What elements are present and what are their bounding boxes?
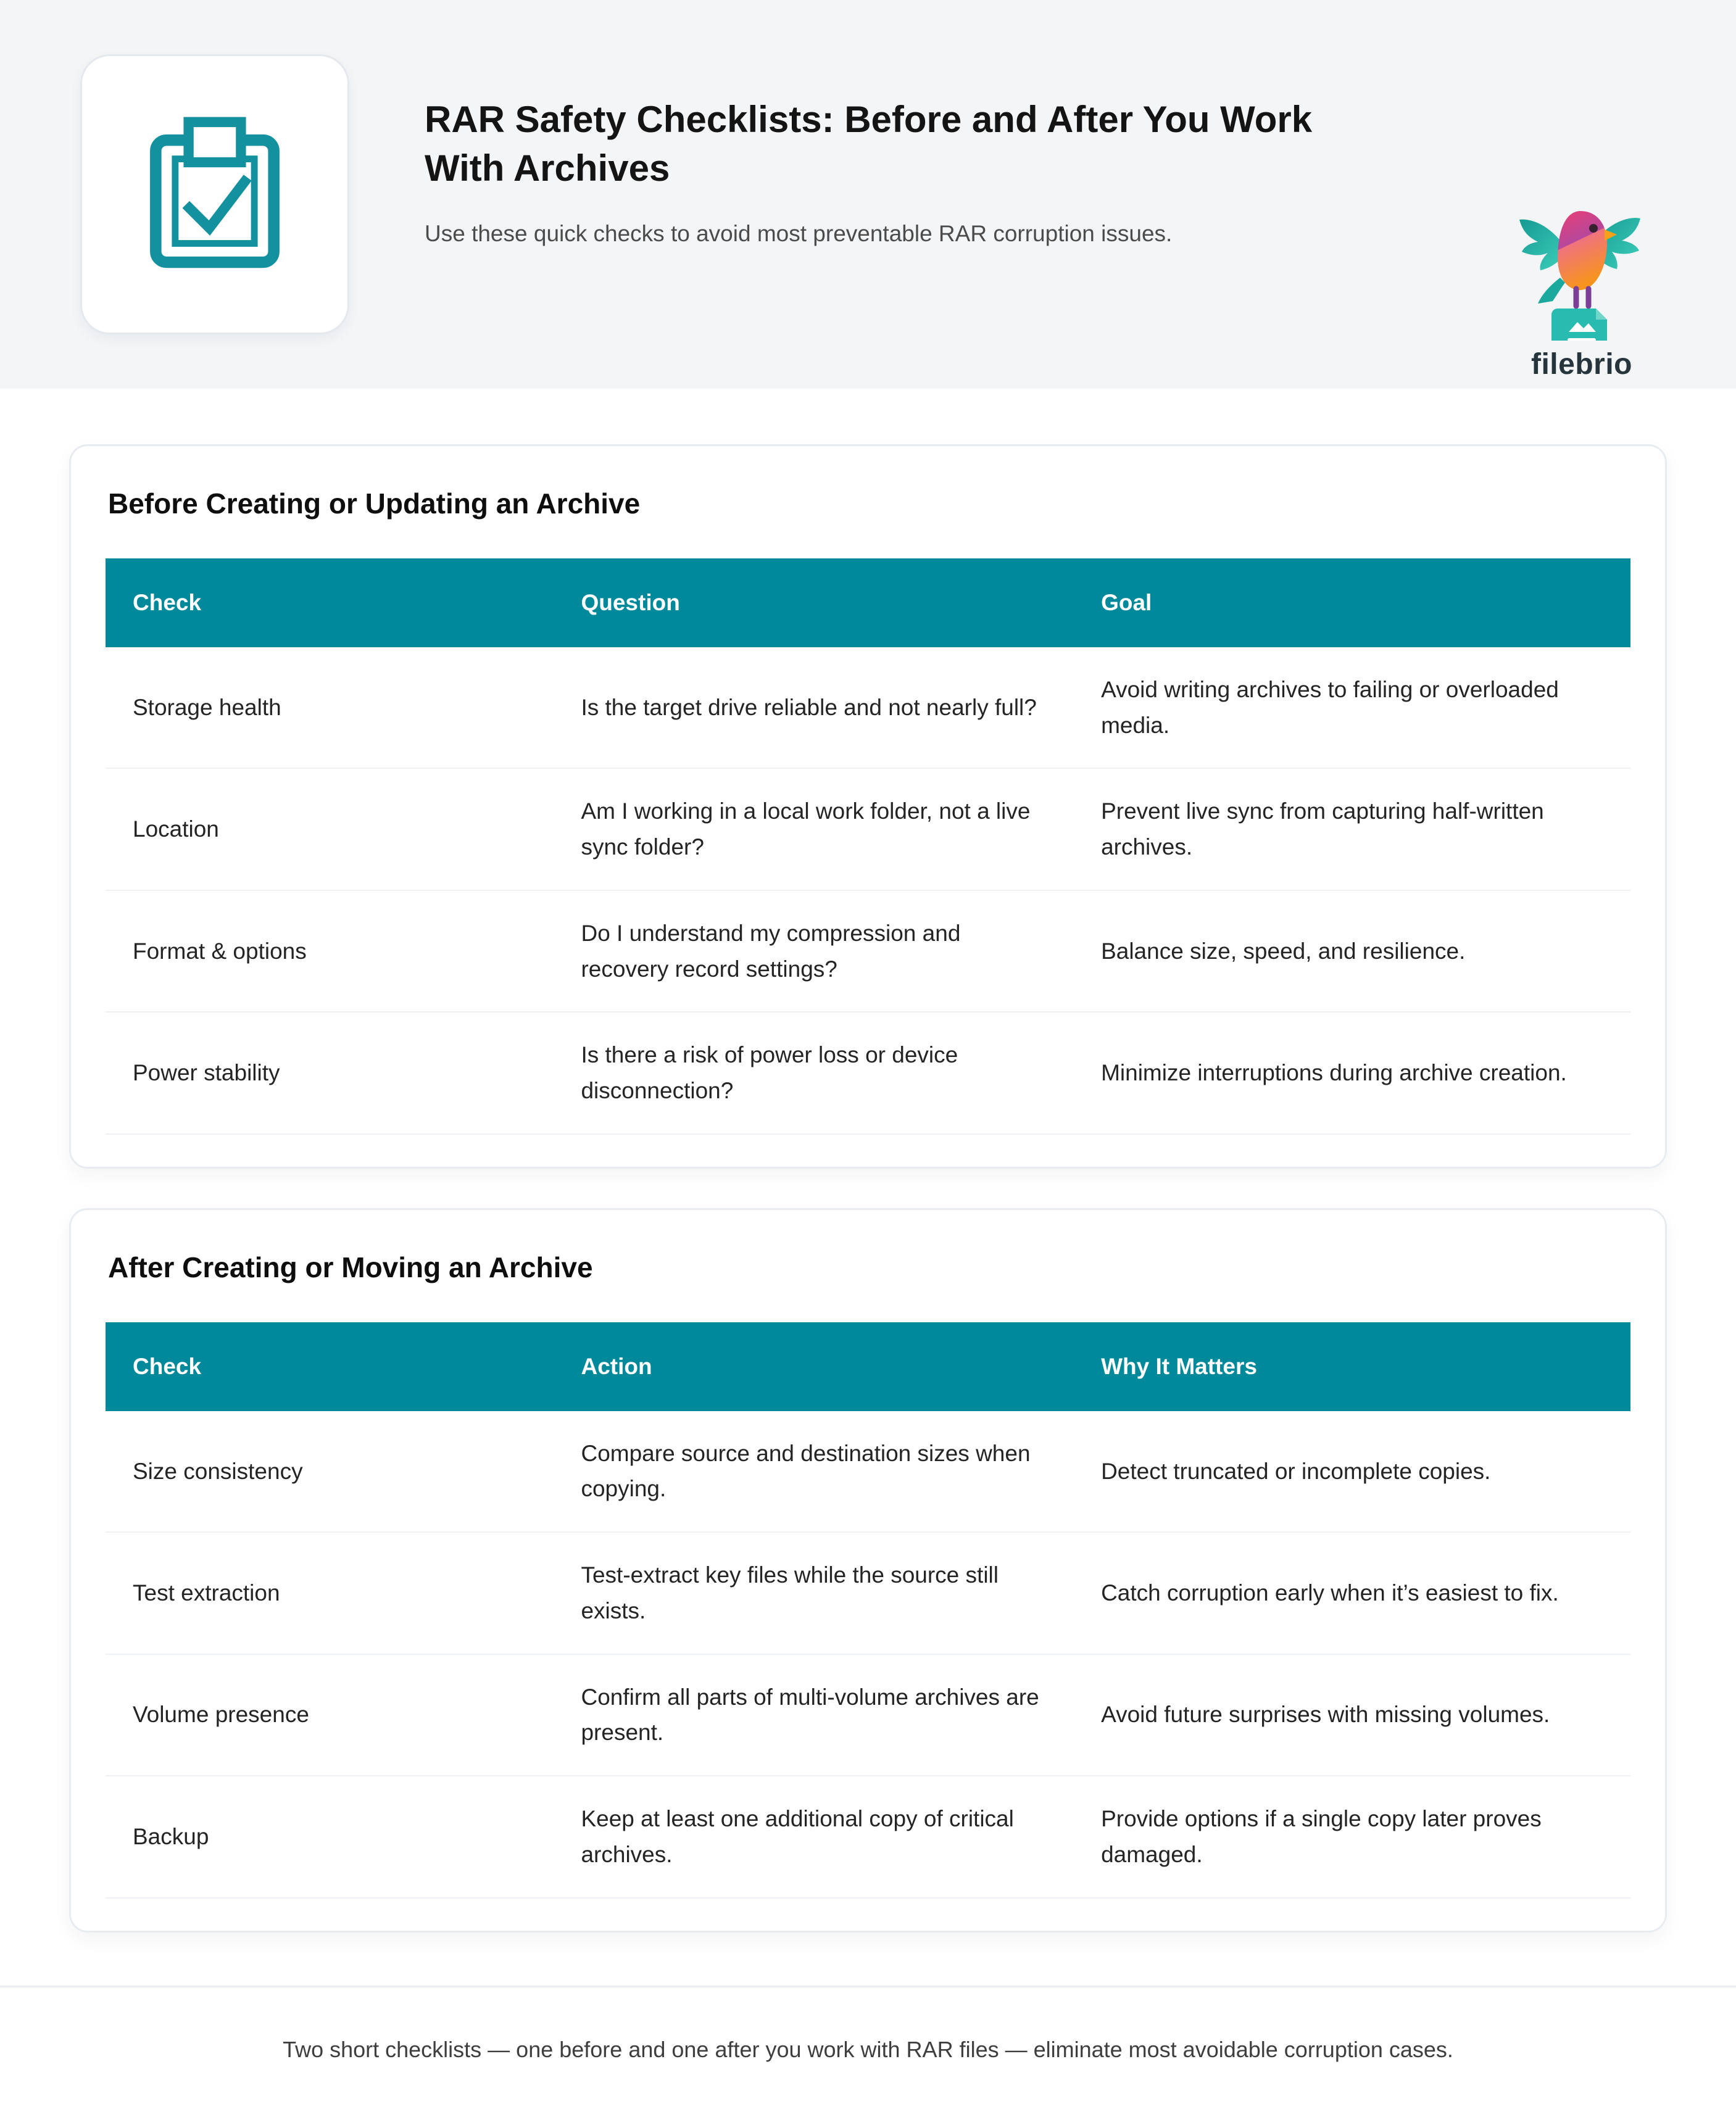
footer xyxy=(0,1986,1736,2063)
cell-check: Power stability xyxy=(106,1012,554,1133)
table-row xyxy=(106,890,1630,1012)
cell-check: Size consistency xyxy=(106,1411,554,1532)
cell-check: Test extraction xyxy=(106,1532,554,1654)
column-header-why-it-matters: Why It Matters xyxy=(1074,1322,1630,1411)
header xyxy=(0,0,1736,389)
footer-text: Two short checklists — one before and one after you work with RAR files — eliminate most avoidable corruption cases. xyxy=(283,2036,1453,2062)
column-header-action: Action xyxy=(554,1322,1074,1411)
filebrio-bird-logo xyxy=(1517,197,1647,344)
cell-goal: Avoid writing archives to failing or overloaded media. xyxy=(1074,647,1630,768)
cell-goal: Prevent live sync from capturing half-written archives. xyxy=(1074,768,1630,890)
cell-why: Provide options if a single copy later proves damaged. xyxy=(1074,1776,1630,1897)
section-card-after xyxy=(69,1208,1667,1933)
cell-question: Is the target drive reliable and not nearly full? xyxy=(554,647,1074,768)
checklist-table-before xyxy=(106,558,1630,1135)
cell-question: Is there a risk of power loss or device disconnection? xyxy=(554,1012,1074,1133)
section-title-before: Before Creating or Updating an Archive xyxy=(108,487,641,520)
cell-action: Compare source and destination sizes when copying. xyxy=(554,1411,1074,1532)
table-row xyxy=(106,1532,1630,1654)
column-header-check: Check xyxy=(106,1322,554,1411)
table-row xyxy=(106,1776,1630,1897)
column-header-check: Check xyxy=(106,558,554,647)
table-row xyxy=(106,1411,1630,1532)
cell-question: Am I working in a local work folder, not a live sync folder? xyxy=(554,768,1074,890)
cell-action: Test-extract key files while the source still exists. xyxy=(554,1532,1074,1654)
section-card-before xyxy=(69,444,1667,1169)
table-row xyxy=(106,1012,1630,1133)
table-header-row xyxy=(106,1322,1630,1411)
column-header-goal: Goal xyxy=(1074,558,1630,647)
cell-why: Avoid future surprises with missing volumes. xyxy=(1074,1654,1630,1776)
brand-logo xyxy=(1508,197,1656,381)
column-header-question: Question xyxy=(554,558,1074,647)
page-subtitle: Use these quick checks to avoid most preventable RAR corruption issues. xyxy=(425,221,1173,247)
cell-action: Keep at least one additional copy of critical archives. xyxy=(554,1776,1074,1897)
cell-check: Volume presence xyxy=(106,1654,554,1776)
table-header-row xyxy=(106,558,1630,647)
cell-goal: Balance size, speed, and resilience. xyxy=(1074,890,1630,1012)
cell-why: Detect truncated or incomplete copies. xyxy=(1074,1411,1630,1532)
brand-wordmark: filebrio xyxy=(1530,348,1632,381)
cell-check: Format & options xyxy=(106,890,554,1012)
table-row xyxy=(106,768,1630,890)
cell-why: Catch corruption early when it’s easiest to fix. xyxy=(1074,1532,1630,1654)
section-title-after: After Creating or Moving an Archive xyxy=(108,1251,593,1283)
table-row xyxy=(106,1654,1630,1776)
table-row xyxy=(106,647,1630,768)
cell-check: Backup xyxy=(106,1776,554,1897)
page-title: RAR Safety Checklists: Before and After You Work With Archives xyxy=(425,99,1313,189)
cell-check: Location xyxy=(106,768,554,890)
cell-check: Storage health xyxy=(106,647,554,768)
cell-action: Confirm all parts of multi-volume archives are present. xyxy=(554,1654,1074,1776)
clipboard-icon-tile xyxy=(80,54,349,334)
cell-question: Do I understand my compression and recovery record settings? xyxy=(554,890,1074,1012)
clipboard-check-icon xyxy=(147,116,282,273)
cell-goal: Minimize interruptions during archive creation. xyxy=(1074,1012,1630,1133)
header-text-block xyxy=(425,54,1363,247)
checklist-table-after xyxy=(106,1322,1630,1899)
